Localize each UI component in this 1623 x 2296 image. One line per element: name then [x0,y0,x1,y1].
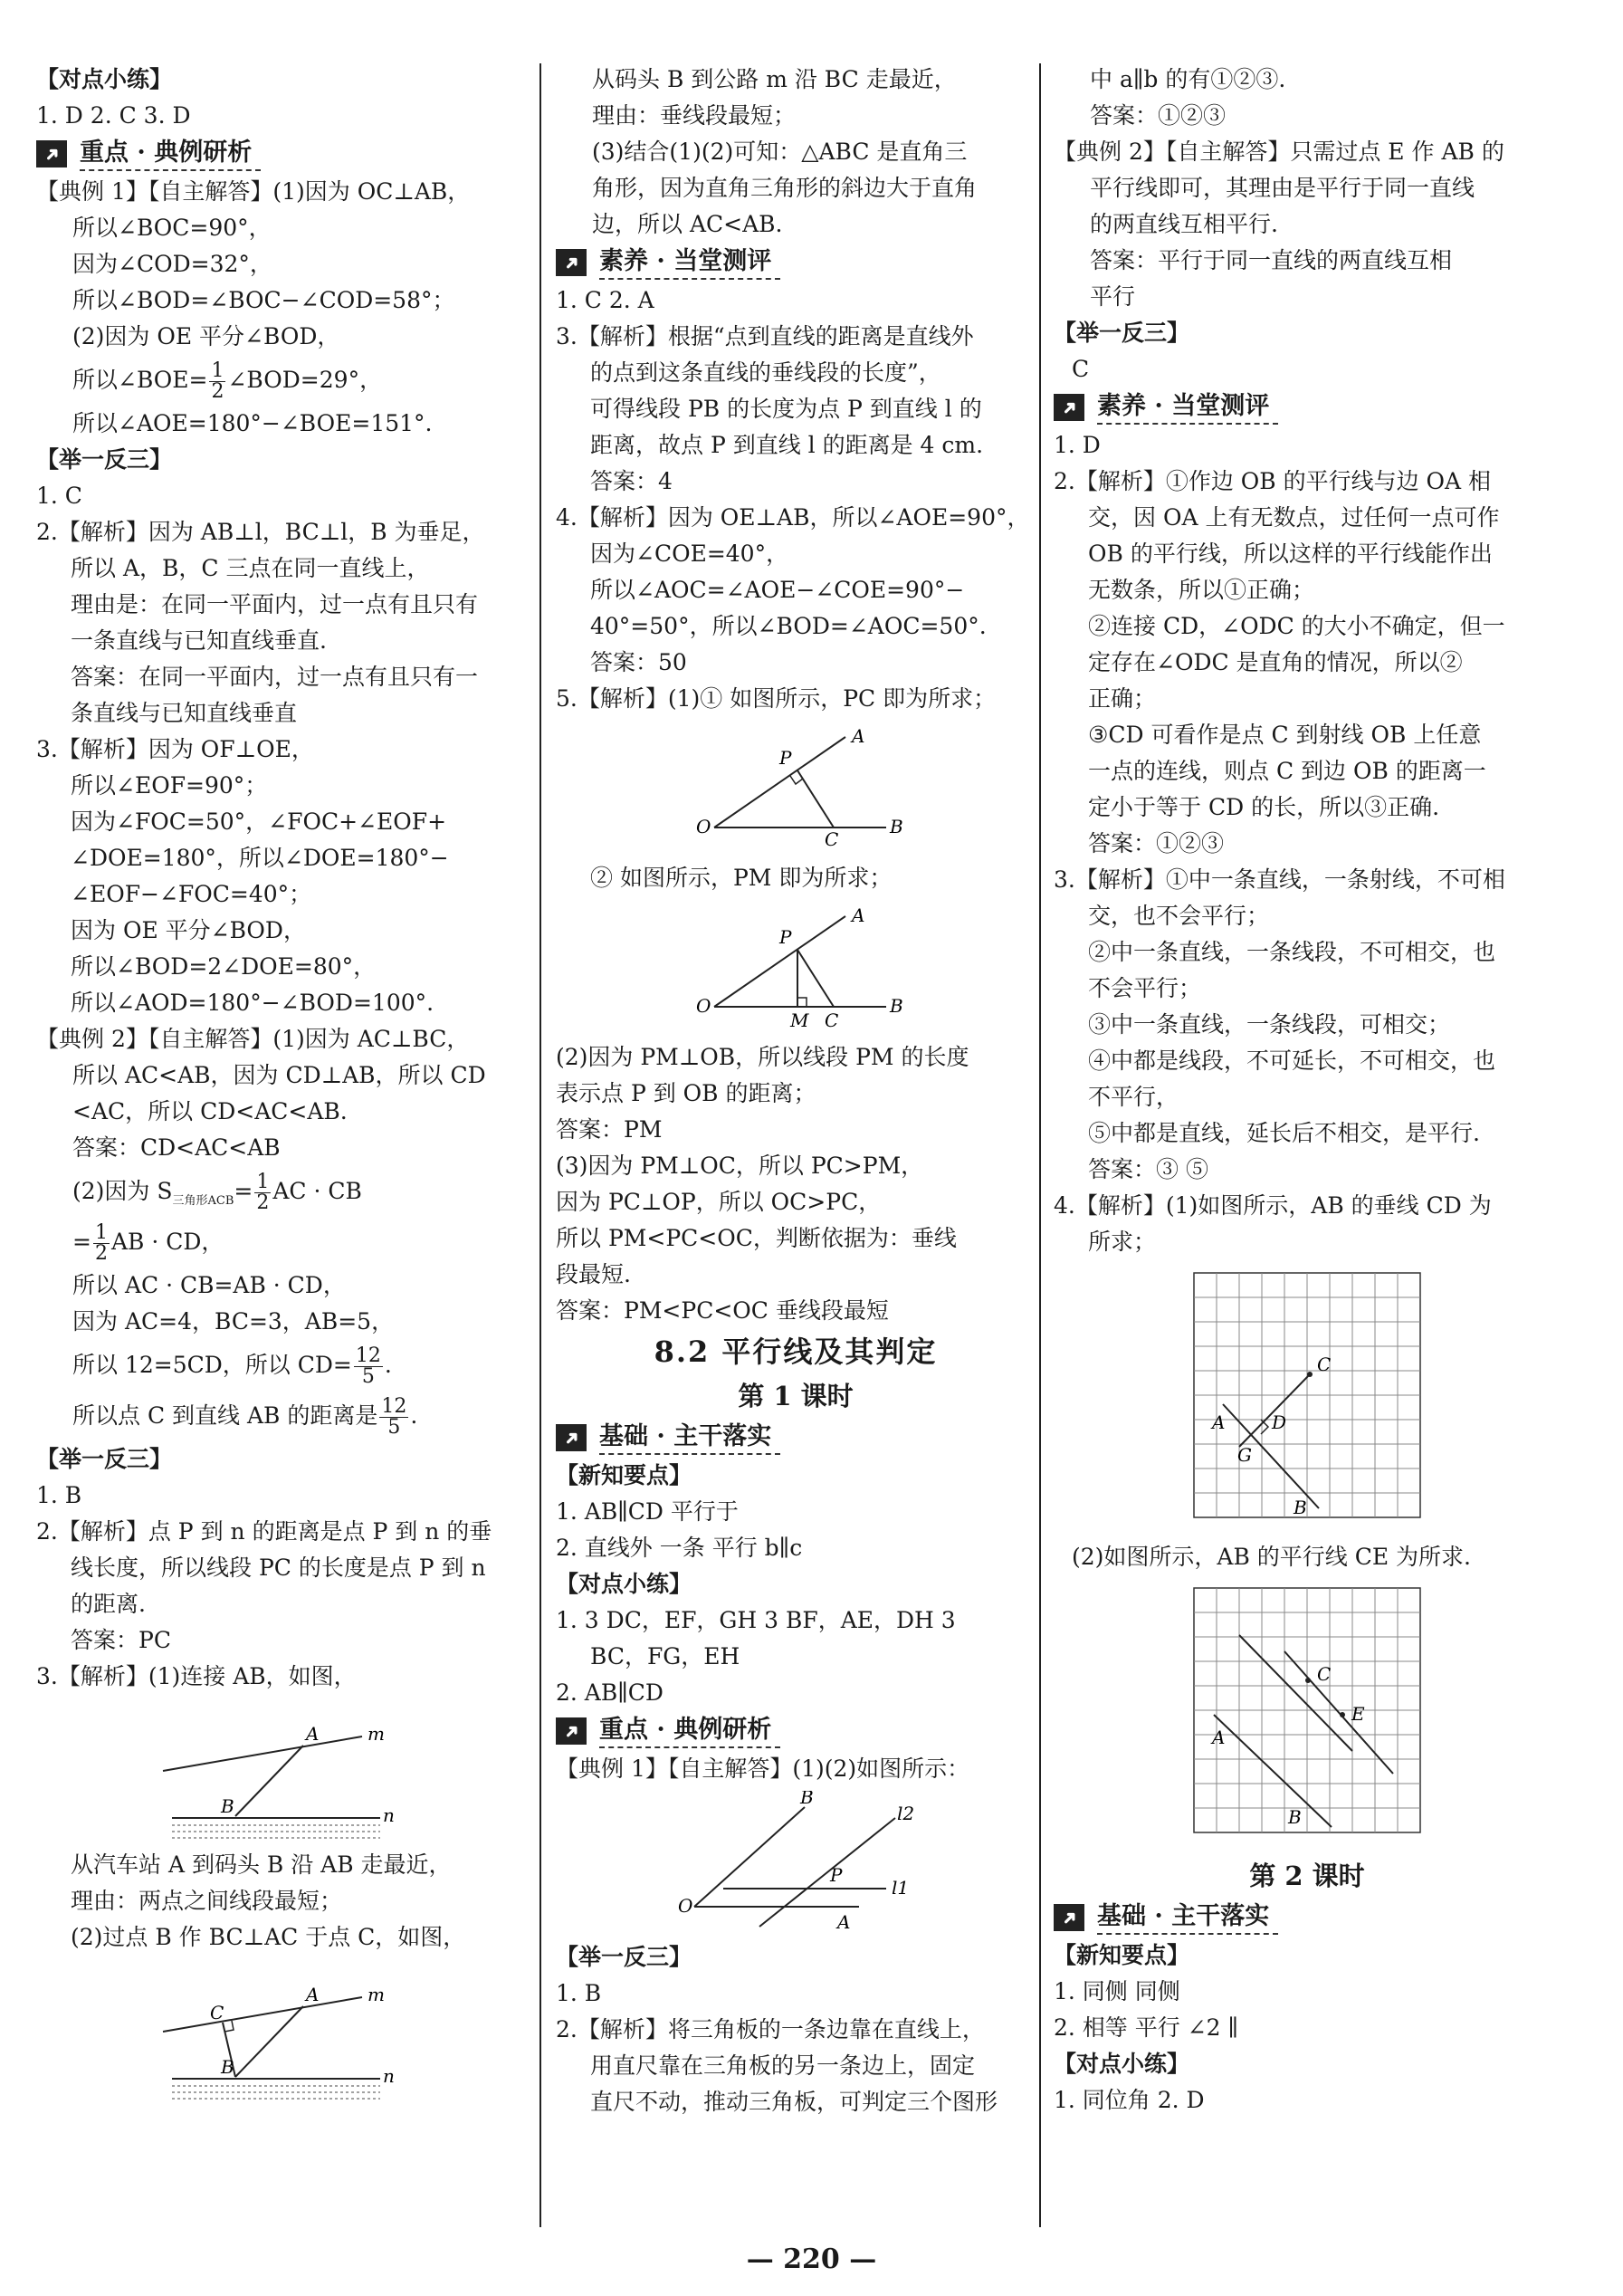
text-line: OB 的平行线，所以这样的平行线能作出 [1088,541,1493,567]
text-line: 平行 [1090,283,1136,310]
figure-label: O [678,1895,693,1917]
figure-angle-pc [678,721,913,856]
text-line: 1. C [36,483,82,509]
text-line: 因为 AC=4，BC=3，AB=5， [72,1308,395,1335]
figure-label: A [852,904,865,926]
page-number: — 220 — [746,2243,877,2275]
text-line: 所以∠BOC=90°， [72,215,272,241]
lesson-title: 第 1 课时 [738,1381,854,1411]
section-header: ➜ 素养 · 当堂测评 [1054,387,1561,427]
text-line: ② 如图所示，PM 即为所求； [590,865,893,891]
text-line: 理由：垂线段最短； [592,102,797,129]
text-line: 定存在∠ODC 是直角的情况，所以② [1088,649,1463,675]
text-line: 用直尺靠在三角板的另一条边上，固定 [590,2052,976,2079]
text-line: ⑤中都是直线，延长后不相交，是平行. [1088,1120,1480,1146]
text-line: 【典例 2】【自主解答】只需过点 E 作 AB 的 [1054,139,1504,165]
text-line: (2)因为 OE 平分∠BOD， [72,323,340,349]
formula-line: = $\frac{1}{2}$ AB · CD， [72,1221,224,1265]
text-line: 所以 A，B，C 三点在同一直线上， [71,555,430,581]
lesson-title: 第 2 课时 [1249,1861,1365,1891]
text-line: 距离，故点 P 到直线 l 的距离是 4 cm. [590,432,984,458]
text-line: 交，因 OA 上有无数点，过任何一点可作 [1088,504,1500,531]
figure-label: D [1272,1411,1287,1433]
figure-grid-parallel [1185,1579,1429,1851]
figure-label: C [210,2002,224,2023]
arrow-icon: ➜ [1054,1904,1084,1931]
text-line: 中 a∥b 的有①②③. [1090,66,1286,92]
figure-label: C [1317,1663,1332,1685]
figure-road-dock-2 [154,1959,407,2104]
section-header: ➜ 基础 · 主干落实 [556,1418,1036,1458]
text-line: 1. B [36,1482,82,1508]
section-tag: 【对点小练】 [36,66,173,92]
text-line: 无数条，所以①正确； [1088,577,1315,603]
figure-label: A [1212,1411,1226,1433]
arrow-icon: ➜ [556,249,587,276]
text-line: 2. 相等 平行 ∠2 ∥ [1054,2014,1239,2041]
text-line: 1. C 2. A [556,287,654,313]
figure-label: B [221,2056,234,2078]
figure-road-dock-1 [154,1698,407,1843]
text-line: 4.【解析】因为 OE⊥AB，所以∠AOE=90°， [556,504,1030,531]
text-line: ∠DOE=180°，所以∠DOE=180°− [71,845,449,871]
text-line: 【典例 2】【自主解答】(1)因为 AC⊥BC， [36,1026,470,1052]
text-line: 所以∠AOD=180°−∠BOD=100°. [71,990,434,1016]
section-tag: 【举一反三】 [36,1446,173,1472]
text-line: 所以∠BOD=2∠DOE=80°， [71,953,377,980]
column-middle [556,62,1036,2120]
answer-line: 答案：50 [590,649,687,675]
answer-line: 答案：PC [71,1627,171,1653]
text-line: 不平行， [1088,1084,1179,1110]
text-line: 正确； [1088,685,1157,712]
figure-label: C [825,1009,839,1031]
arrow-icon: ➜ [556,1424,587,1451]
answer-line: 答案：CD<AC<AB [72,1134,281,1161]
figure-label: O [696,995,711,1017]
text-line: 条直线与已知直线垂直 [71,700,298,726]
text-line: 3.【解析】①中一条直线，一条射线，不可相 [1054,866,1505,893]
figure-grid-perpendicular [1185,1264,1429,1535]
text-line: 2.【解析】将三角板的一条边靠在直线上， [556,2016,985,2042]
figure-label: C [825,828,839,850]
figure-label: O [696,816,711,837]
arrow-icon: ➜ [1054,394,1084,421]
text-line: 的两直线互相平行. [1090,211,1278,237]
figure-label: B [1288,1806,1302,1828]
text-line: <AC，所以 CD<AC<AB. [72,1098,348,1124]
section-tag: 【对点小练】 [1054,2051,1190,2077]
figure-label: A [837,1911,851,1933]
formula-line: 所以 12=5CD，所以 CD= $\frac{12}{5}$ . [72,1344,392,1388]
text-line: ③中一条直线，一条线段，可相交； [1088,1011,1451,1038]
text-line: 2.【解析】点 P 到 n 的距离是点 P 到 n 的垂 [36,1518,492,1545]
text-line: ∠EOF−∠FOC=40°； [71,881,312,907]
figure-label: E [1351,1703,1365,1725]
figure-label: l2 [897,1803,915,1824]
text-line: 1. D 2. C 3. D [36,102,191,129]
figure-angle-pm [678,900,913,1036]
figure-label: n [383,1804,395,1826]
text-line: 5.【解析】(1)① 如图所示，PC 即为所求； [556,685,997,712]
text-line: 3.【解析】因为 OF⊥OE， [36,736,314,762]
figure-label: m [368,1984,385,2005]
figure-label: B [1294,1497,1307,1518]
figure-label: A [306,1984,320,2005]
text-line: (3)结合(1)(2)可知：△ABC 是直角三 [592,139,968,165]
text-line: 角形，因为直角三角形的斜边大于直角 [592,175,978,201]
section-tag: 【举一反三】 [36,446,173,473]
figure-label: C [1317,1354,1332,1375]
text-line: (2)如图所示，AB 的平行线 CE 为所求. [1072,1544,1472,1570]
text-line: ③CD 可看作是点 C 到射线 OB 上任意 [1088,722,1482,748]
text-line: 所求； [1088,1229,1157,1255]
text-line: 表示点 P 到 OB 的距离； [556,1080,816,1106]
text-line: 理由：两点之间线段最短； [71,1888,343,1914]
answer-line: 答案：①②③ [1088,830,1225,856]
section-header: ➜ 重点 · 典例研析 [36,134,525,174]
text-line: 线长度，所以线段 PC 的长度是点 P 到 n [71,1555,486,1581]
text-line: 可得线段 PB 的长度为点 P 到直线 l 的 [590,396,982,422]
text-line: BC，FG，EH [590,1643,740,1669]
column-divider [1039,63,1041,2227]
formula-line: (2)因为 $S_{三角形ACB}=$ $\frac{1}{2}$ AC · CB [72,1171,362,1214]
text-line: 一点的连线，则点 C 到边 OB 的距离一 [1088,758,1486,784]
text-line: 2.【解析】因为 AB⊥l，BC⊥l，B 为垂足， [36,519,485,545]
text-line: 所以∠BOD=∠BOC−∠COD=58°； [72,287,455,313]
figure-parallel-lines [669,1791,922,1936]
section-header: ➜ 素养 · 当堂测评 [556,243,1036,282]
text-line: 理由是：在同一平面内，过一点有且只有 [71,591,479,617]
text-line: (3)因为 PM⊥OC，所以 PC>PM， [556,1153,924,1179]
text-line: 从码头 B 到公路 m 沿 BC 走最近， [592,66,957,92]
text-line: 1. 同位角 2. D [1054,2087,1205,2113]
figure-label: B [890,816,903,837]
text-line: 因为 OE 平分∠BOD， [71,917,306,943]
column-divider [539,63,541,2227]
text-line: 1. D [1054,432,1101,458]
figure-label: P [779,747,792,769]
text-line: 2. AB∥CD [556,1679,664,1706]
section-tag: 【新知要点】 [556,1462,692,1488]
text-line: 直尺不动，推动三角板，可判定三个图形 [590,2089,998,2115]
text-line: 3.【解析】(1)连接 AB，如图， [36,1663,357,1689]
arrow-icon: ➜ [36,140,67,167]
column-left [36,62,525,2108]
answer-line: 答案：在同一平面内，过一点有且只有一 [71,664,479,690]
text-line: 的点到这条直线的垂线段的长度”， [590,359,941,386]
text-line: (2)过点 B 作 BC⊥AC 于点 C，如图， [71,1924,466,1950]
text-line: 1. 3 DC，EF，GH 3 BF，AE，DH 3 [556,1607,956,1633]
text-line: 的距离. [71,1591,146,1617]
text-line: (2)因为 PM⊥OB，所以线段 PM 的长度 [556,1044,969,1070]
figure-label: B [221,1795,234,1817]
section-header: ➜ 基础 · 主干落实 [1054,1898,1561,1937]
figure-label: M [790,1009,809,1031]
answer-line: 答案：③ ⑤ [1088,1156,1208,1182]
answer-line: 答案：4 [590,468,673,494]
answer-line: 答案：PM [556,1116,663,1143]
text-line: C [1072,356,1090,382]
column-right [1054,62,1561,2119]
text-line: 定小于等于 CD 的长，所以③正确. [1088,794,1440,820]
text-line: 4.【解析】(1)如图所示，AB 的垂线 CD 为 [1054,1192,1492,1219]
text-line: ②中一条直线，一条线段，不可相交，也 [1088,939,1496,965]
figure-label: A [1212,1727,1226,1748]
text-line: 所以 AC<AB，因为 CD⊥AB，所以 CD [72,1062,486,1088]
text-line: 交，也不会平行； [1088,903,1270,929]
figure-label: G [1237,1444,1252,1466]
figure-label: m [368,1723,385,1745]
figure-label: P [779,926,792,948]
figure-label: A [852,725,865,747]
text-line: 1. B [556,1980,602,2006]
section-tag: 【举一反三】 [556,1944,692,1970]
formula-line: 所以∠BOE= $\frac{1}{2}$ ∠BOD=29°， [72,359,383,403]
figure-label: A [306,1723,320,1745]
text-line: 2.【解析】①作边 OB 的平行线与边 OA 相 [1054,468,1492,494]
figure-label: P [830,1864,843,1886]
text-line: 所以∠AOC=∠AOE−∠COE=90°− [590,577,965,603]
text-line: 不会平行； [1088,975,1202,1001]
arrow-icon: ➜ [556,1717,587,1745]
text-line: 1. AB∥CD 平行于 [556,1498,739,1525]
text-line: 段最短. [556,1261,631,1287]
figure-label: n [383,2065,395,2087]
text-line: 所以 PM<PC<OC，判断依据为：垂线 [556,1225,957,1251]
answer-line: 答案：①②③ [1090,102,1227,129]
section-tag: 【对点小练】 [556,1571,692,1597]
formula-line: 所以点 C 到直线 AB 的距离是 $\frac{12}{5}$ . [72,1395,418,1439]
text-line: 因为∠COD=32°， [72,251,272,277]
section-title: 8.2 平行线及其判定 [654,1335,938,1369]
text-line: 【典例 1】【自主解答】(1)因为 OC⊥AB， [36,178,471,205]
figure-label: B [800,1791,814,1808]
text-line: 【典例 1】【自主解答】(1)(2)如图所示： [556,1755,970,1782]
text-line: ②连接 CD，∠ODC 的大小不确定，但一 [1088,613,1505,639]
text-line: 40°=50°，所以∠BOD=∠AOC=50°. [590,613,987,639]
answer-line: 答案：平行于同一直线的两直线互相 [1090,247,1453,273]
section-tag: 【新知要点】 [1054,1942,1190,1968]
text-line: 2. 直线外 一条 平行 b∥c [556,1535,803,1561]
text-line: 因为∠FOC=50°，∠FOC+∠EOF+ [71,808,447,835]
text-line: 从汽车站 A 到码头 B 沿 AB 走最近， [71,1851,452,1878]
text-line: 因为∠COE=40°， [590,541,789,567]
text-line: 因为 PC⊥OP，所以 OC>PC， [556,1189,882,1215]
text-line: 3.【解析】根据“点到直线的距离是直线外 [556,323,974,349]
figure-label: B [890,995,903,1017]
section-header: ➜ 重点 · 典例研析 [556,1711,1036,1751]
section-tag: 【举一反三】 [1054,320,1190,346]
text-line: 边，所以 AC<AB. [592,211,783,237]
text-line: 1. 同侧 同侧 [1054,1978,1180,2004]
text-line: 平行线即可，其理由是平行于同一直线 [1090,175,1475,201]
figure-label: l1 [892,1877,910,1899]
text-line: 一条直线与已知直线垂直. [71,627,327,654]
text-line: 所以∠EOF=90°； [71,772,268,799]
answer-line: 答案：PM<PC<OC 垂线段最短 [556,1297,889,1324]
text-line: ④中都是线段，不可延长，不可相交，也 [1088,1048,1496,1074]
text-line: 所以∠AOE=180°−∠BOE=151°. [72,410,433,436]
text-line: 所以 AC · CB=AB · CD， [72,1272,346,1298]
